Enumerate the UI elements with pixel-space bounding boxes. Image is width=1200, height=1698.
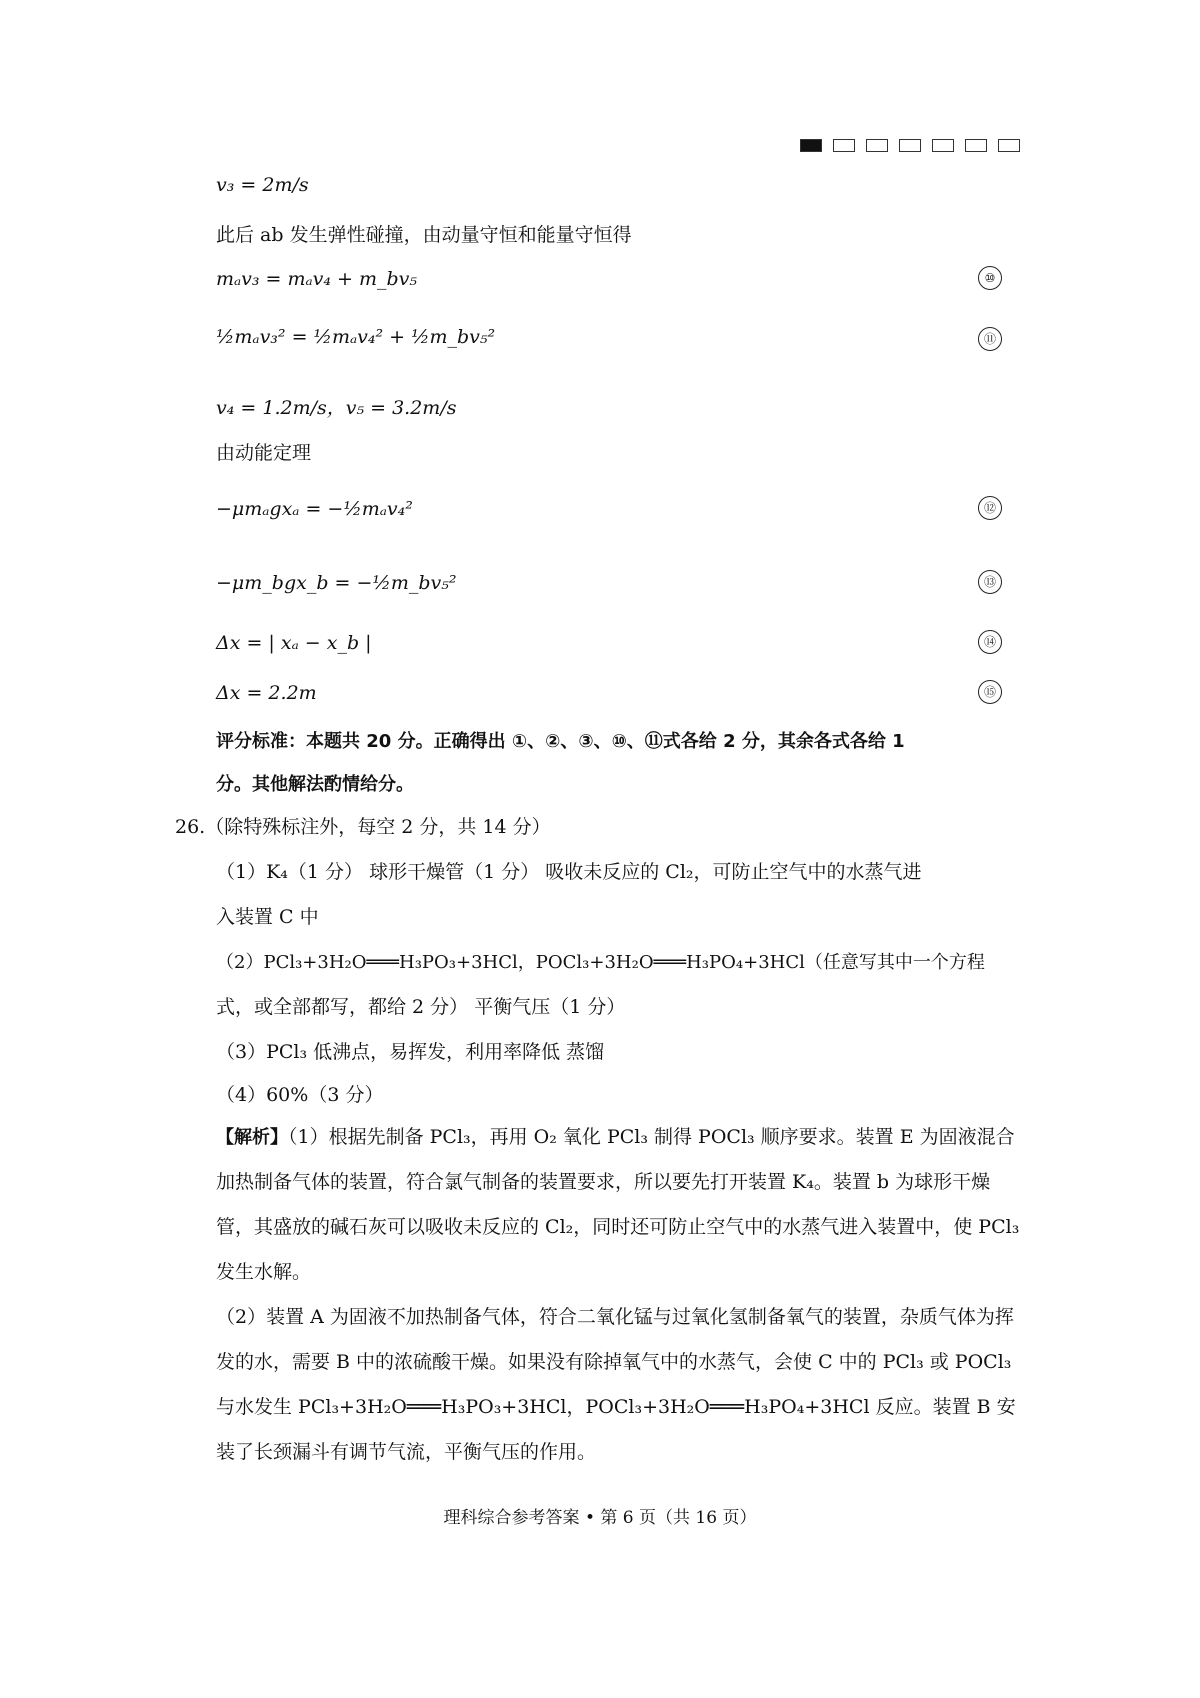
text-collision: 此后 ab 发生弹性碰撞，由动量守恒和能量守恒得 [216, 224, 632, 246]
scoring-criteria-line2: 分。其他解法酌情给分。 [216, 774, 414, 795]
equation-results: v₄ = 1.2m/s，v₅ = 3.2m/s [216, 397, 457, 419]
equation-10: mₐv₃ = mₐv₄ + m_bv₅ [216, 268, 418, 290]
answer-26-3: （3）PCl₃ 低沸点，易挥发，利用率降低 蒸馏 [216, 1041, 605, 1063]
answer-26-1-line2: 入装置 C 中 [216, 906, 319, 928]
equation-14: Δx = | xₐ − x_b | [216, 632, 372, 654]
equation-15: Δx = 2.2m [216, 682, 317, 704]
analysis-label: 【解析】 [216, 1127, 288, 1148]
analysis-text-1: （1）根据先制备 PCl₃，再用 O₂ 氧化 PCl₃ 制得 POCl₃ 顺序要求。装置 E 为固液混合加热制备气体的装置，符合氯气制备的装置要求，所以要先打开装置 K₄。装置 b 为球形干燥管，其盛放的碱石灰可以吸收未反应的 Cl₂，同时还可防止空气中的水蒸气进入装置中，使 PCl₃ 发生水解。 [216, 1126, 1020, 1283]
equation-number-13: ⑬ [978, 570, 1002, 594]
equation-number-10: ⑩ [978, 266, 1002, 290]
equation-11: ½mₐv₃² = ½mₐv₄² + ½m_bv₅² [216, 326, 496, 348]
page-progress-indicator [800, 139, 1020, 152]
page-mark-filled [800, 139, 822, 152]
equation-number-11: ⑪ [978, 327, 1002, 351]
equation-number-12: ⑫ [978, 496, 1002, 520]
question-26-header: 26.（除特殊标注外，每空 2 分，共 14 分） [175, 816, 551, 838]
answer-26-2-line1: （2）PCl₃+3H₂O═══H₃PO₃+3HCl，POCl₃+3H₂O═══H₃PO₄+3HCl（任意写其中一个方程 [216, 952, 985, 973]
answer-26-4: （4）60%（3 分） [216, 1084, 384, 1106]
equation-number-15: ⑮ [978, 680, 1002, 704]
analysis-paragraph-1 [216, 1115, 1026, 1295]
equation-number-14: ⑭ [978, 630, 1002, 654]
page-mark-empty [965, 139, 987, 152]
text-kinetic-theorem: 由动能定理 [216, 442, 312, 464]
page-footer: 理科综合参考答案 • 第 6 页（共 16 页） [443, 1508, 757, 1528]
equation-12: −μmₐgxₐ = −½mₐv₄² [216, 498, 413, 520]
scoring-criteria-line1: 评分标准：本题共 20 分。正确得出 ①、②、③、⑩、⑪式各给 2 分，其余各式各给 1 [216, 731, 905, 752]
page-mark-empty [998, 139, 1020, 152]
answer-26-2-line2: 式，或全部都写，都给 2 分） 平衡气压（1 分） [216, 996, 626, 1018]
page-mark-empty [899, 139, 921, 152]
equation-v3: v₃ = 2m/s [216, 174, 309, 196]
answer-26-1-line1: （1）K₄（1 分） 球形干燥管（1 分） 吸收未反应的 Cl₂，可防止空气中的水蒸气进 [216, 861, 922, 883]
page-mark-empty [833, 139, 855, 152]
page-mark-empty [866, 139, 888, 152]
page-mark-empty [932, 139, 954, 152]
equation-13: −μm_bgx_b = −½m_bv₅² [216, 572, 457, 594]
analysis-paragraph-2: （2）装置 A 为固液不加热制备气体，符合二氧化锰与过氧化氢制备氧气的装置，杂质气体为挥发的水，需要 B 中的浓硫酸干燥。如果没有除掉氧气中的水蒸气，会使 C 中的 PCl₃ 或 POCl₃ 与水发生 PCl₃+3H₂O═══H₃PO₃+3HCl，POCl₃+3H₂O═══H₃PO₄+3HCl 反应。装置 B 安装了长颈漏斗有调节气流，平衡气压的作用。 [216, 1306, 1016, 1463]
